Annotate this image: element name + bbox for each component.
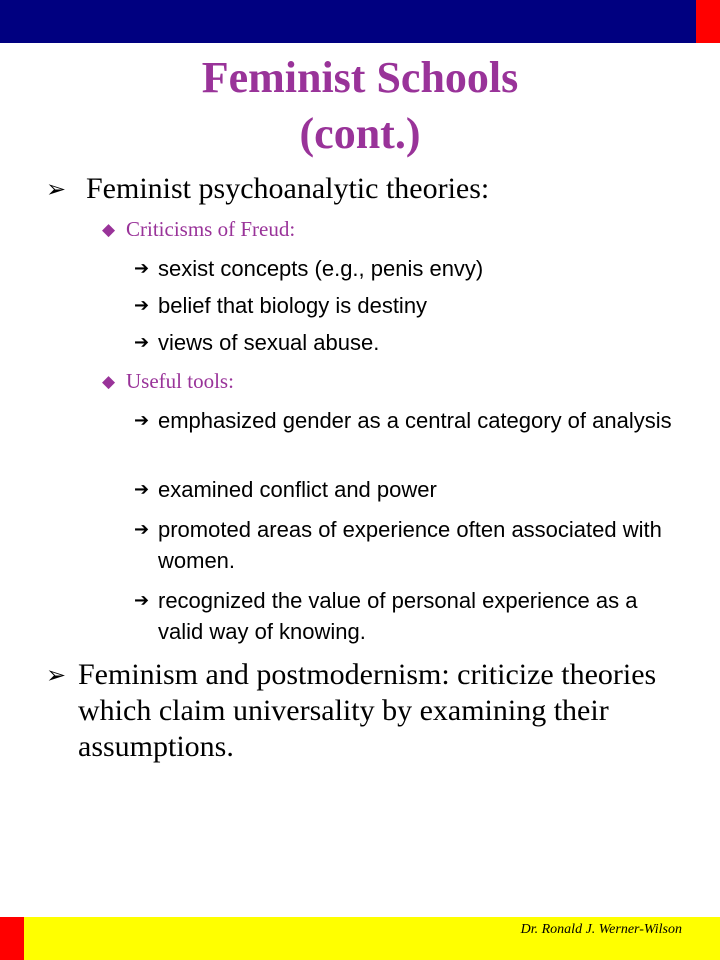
bullet-item-1-text: Feminist psychoanalytic theories: [86, 172, 490, 205]
diamond-bullet-icon: ◆ [102, 372, 116, 392]
tool-item-text: recognized the value of personal experience as a valid way of knowing. [158, 588, 638, 644]
sub-heading-tools [102, 368, 234, 394]
criticism-item-text: views of sexual abuse. [158, 330, 380, 355]
arrow-bullet-icon: ➔ [134, 295, 150, 316]
tool-item [134, 405, 674, 436]
arrowhead-bullet-icon: ➢ [46, 175, 67, 203]
slide-title [0, 50, 720, 162]
criticisms-heading-text: Criticisms of Freud: [126, 217, 296, 241]
arrow-bullet-icon: ➔ [134, 332, 150, 353]
tool-item-text: emphasized gender as a central category of analysis [158, 408, 672, 433]
bullet-item-1 [46, 171, 489, 207]
arrowhead-bullet-icon: ➢ [46, 661, 67, 689]
arrow-bullet-icon: ➔ [134, 410, 150, 431]
arrow-bullet-icon: ➔ [134, 519, 150, 540]
arrow-bullet-icon: ➔ [134, 590, 150, 611]
tool-item [134, 514, 674, 576]
footer-author: Dr. Ronald J. Werner-Wilson [520, 922, 682, 937]
header-accent [696, 0, 720, 43]
footer-accent [0, 917, 24, 960]
title-line-1: Feminist Schools [201, 53, 519, 102]
arrow-bullet-icon: ➔ [134, 258, 150, 279]
criticism-item-text: sexist concepts (e.g., penis envy) [158, 256, 484, 281]
bullet-item-2-text: Feminism and postmodernism: criticize theories which claim universality by examining their assumptions. [78, 658, 657, 763]
bullet-item-2 [46, 657, 666, 765]
header-bar [0, 0, 720, 43]
tool-item-text: promoted areas of experience often associated with women. [158, 517, 662, 573]
tool-item [134, 474, 674, 505]
criticism-item-text: belief that biology is destiny [158, 293, 428, 318]
criticism-item [134, 290, 674, 321]
tool-item [134, 585, 674, 647]
tools-heading-text: Useful tools: [126, 369, 234, 393]
criticism-item [134, 327, 674, 358]
title-line-2: (cont.) [299, 109, 421, 158]
criticism-item [134, 253, 674, 284]
tool-item-text: examined conflict and power [158, 477, 437, 502]
sub-heading-criticisms [102, 216, 295, 242]
diamond-bullet-icon: ◆ [102, 220, 116, 240]
arrow-bullet-icon: ➔ [134, 479, 150, 500]
